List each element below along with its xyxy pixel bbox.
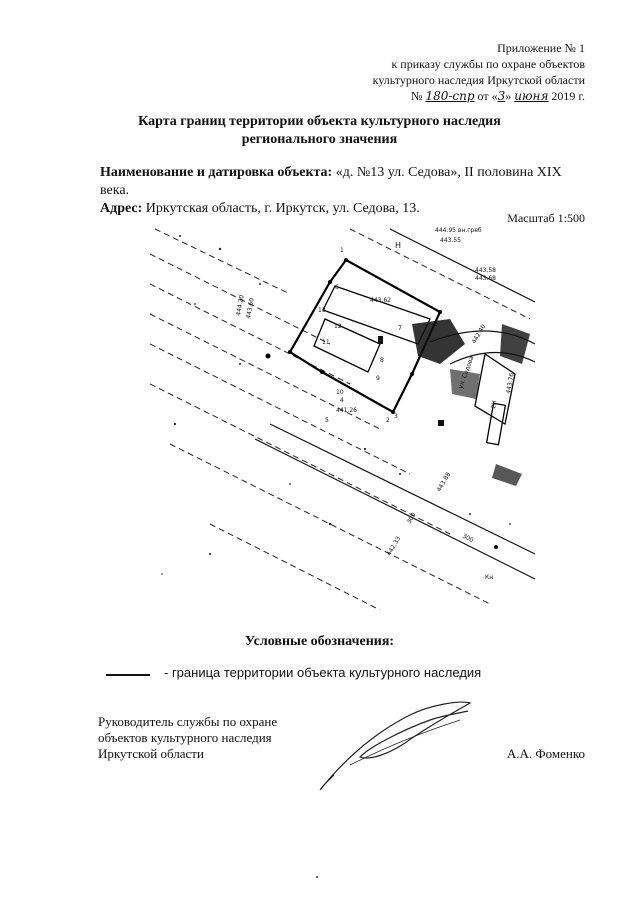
height-label-3: 444.20 (235, 294, 246, 317)
signatory-line1: Руководитель службы по охране (98, 714, 278, 729)
point-label-10: 10 (336, 389, 344, 396)
buildings (314, 286, 515, 445)
road-label-2n: 2Н (490, 399, 499, 410)
map-scale: Масштаб 1:500 (507, 211, 585, 225)
scan-speck (316, 876, 318, 878)
legend-title: Условные обозначения: (244, 634, 395, 649)
order-quote-close: » (505, 89, 512, 103)
order-number-handwritten: 180-спр (425, 89, 475, 103)
object-address-label: Адрес: (100, 201, 143, 216)
appendix-line2: к приказу службы по охране объектов (391, 57, 585, 71)
height-label-10: 442.33 (385, 535, 403, 557)
order-number-prefix: № (410, 89, 423, 103)
road-label-300-a: 300 (405, 511, 418, 525)
order-month-handwritten: июня (514, 89, 549, 103)
street-label: ул. Седова (457, 355, 476, 390)
point-label-7: 7 (398, 325, 402, 332)
title-line1: Карта границ территории объекта культурного наследия (138, 114, 501, 129)
page-title (0, 113, 639, 149)
legend-boundary-text: - граница территории объекта культурного наследия (164, 665, 482, 680)
appendix-header (373, 40, 585, 104)
height-label-11: 442.40 (470, 323, 488, 345)
road-label-kn: Кн (485, 574, 494, 581)
point-label-5: 5 (325, 417, 329, 424)
height-label-9: 443.88 (435, 471, 453, 493)
signatory-title (98, 714, 277, 762)
appendix-order-line (373, 88, 585, 104)
height-label-7: 443.62 (370, 297, 391, 304)
signatory-line2: объектов культурного наследия (98, 730, 272, 745)
point-label-8: 8 (380, 357, 384, 364)
map-labels (235, 227, 516, 581)
hatch-areas (378, 319, 530, 486)
point-label-2: 2 (386, 417, 390, 424)
road-label-300-b: 300 (461, 532, 475, 545)
dashed-lines (150, 229, 530, 610)
point-label-13: 13 (318, 307, 326, 314)
height-label-1: 444.95 вн.греб (435, 227, 482, 234)
point-label-4: 4 (340, 397, 344, 404)
height-label-6: 443.68 (475, 275, 496, 282)
height-label-8: 441.26 (336, 407, 357, 414)
object-name-label: Наименование и датировка объекта: (100, 165, 333, 180)
object-info (100, 164, 590, 218)
object-name-value: «д. №13 ул. Седова», II половина XIX века. (100, 165, 562, 198)
order-year: 2019 г. (551, 89, 585, 103)
height-label-2: 443.55 (440, 237, 461, 244)
title-line2: регионального значения (241, 132, 398, 147)
signatory-name: А.А. Фоменко (506, 746, 585, 761)
point-label-12: 12 (334, 323, 342, 330)
point-label-1: 1 (340, 247, 344, 254)
order-day-handwritten: 3 (497, 89, 506, 103)
point-label-11: 11 (322, 339, 330, 346)
legend-boundary-line-icon (106, 674, 150, 676)
point-label-n: Н (395, 241, 402, 250)
signatory-line3: Иркутской области (98, 746, 204, 761)
appendix-line3: культурного наследия Иркутской области (372, 73, 585, 87)
point-label-9: 9 (376, 375, 380, 382)
point-label-6: 6 (335, 284, 339, 291)
object-name-row (100, 164, 590, 200)
height-label-12: 443.76 (505, 372, 516, 395)
height-label-4: 443.60 (245, 297, 256, 320)
point-label-3: 3 (394, 413, 398, 420)
boundary-map (150, 224, 535, 610)
order-from-label: от « (477, 89, 498, 103)
appendix-line1: Приложение № 1 (497, 41, 585, 55)
handwritten-signature-icon (310, 695, 480, 795)
object-address-value: Иркутская область, г. Иркутск, ул. Седова, 13. (145, 201, 420, 216)
height-label-5: 443.58 (475, 267, 496, 274)
